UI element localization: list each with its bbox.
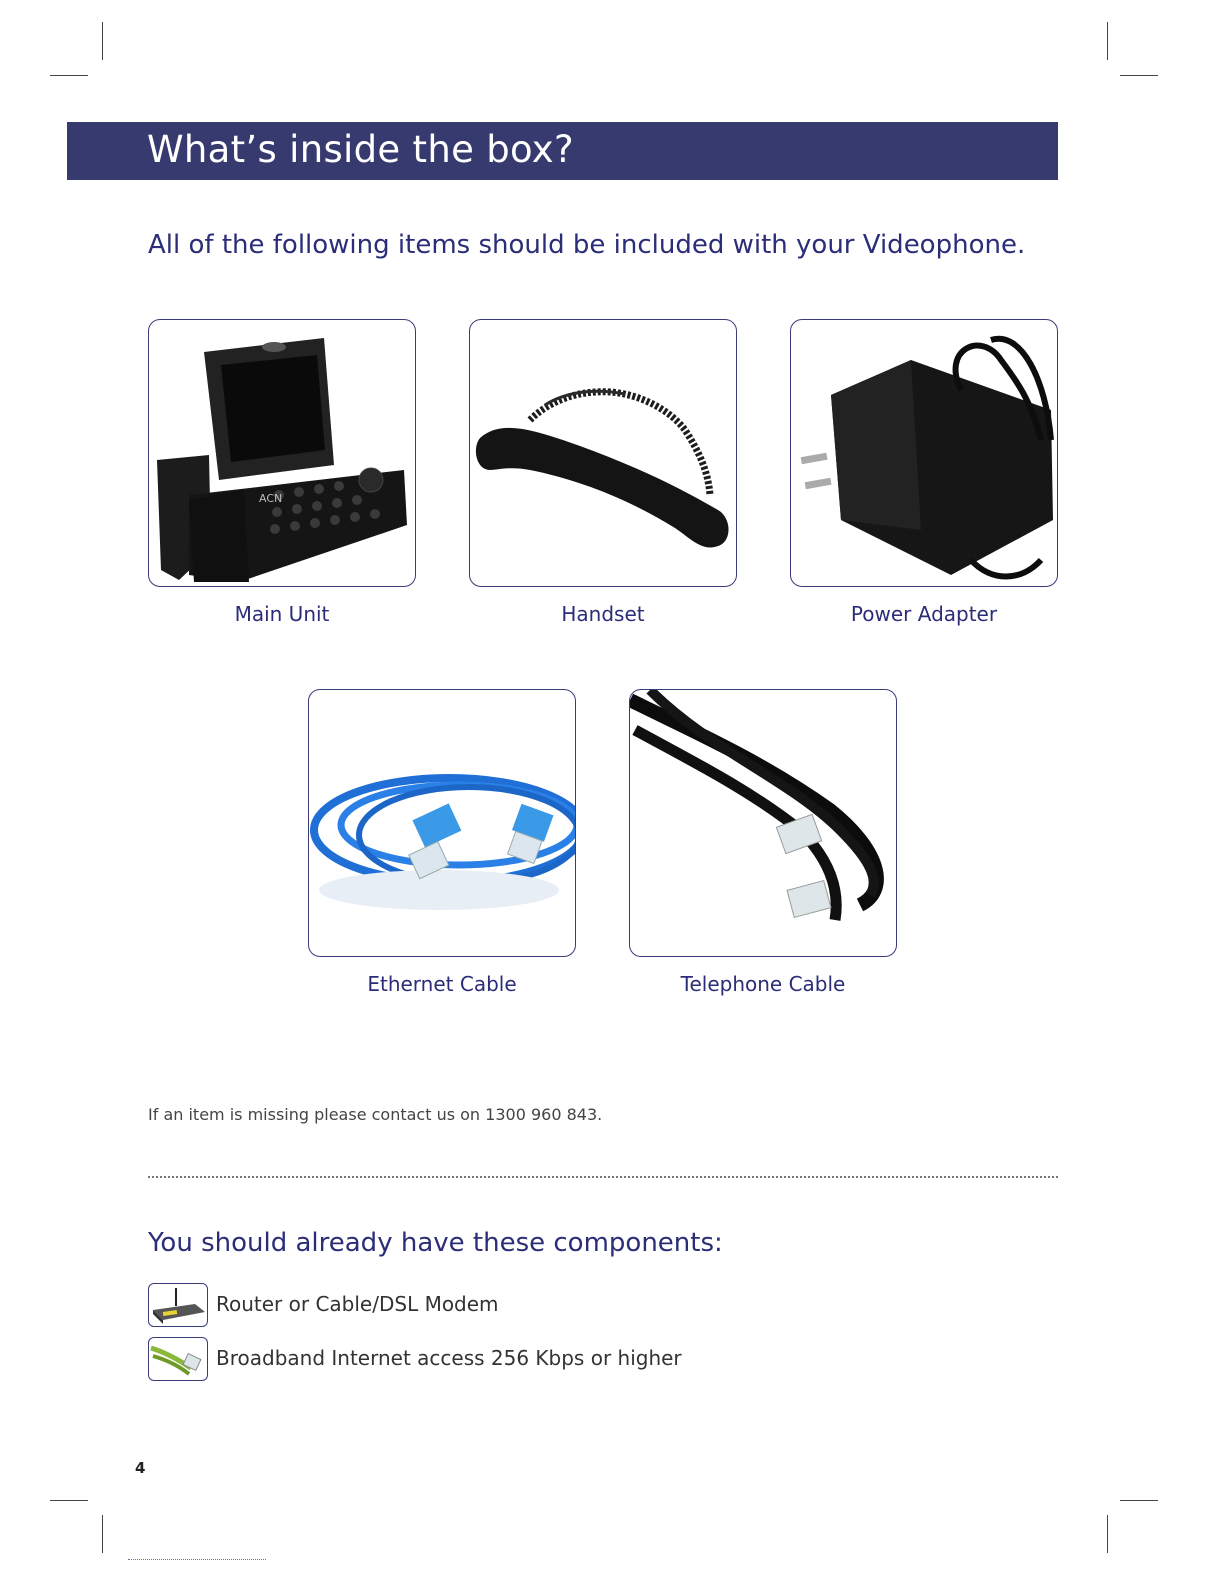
handset-image	[469, 319, 737, 587]
component-label: Router or Cable/DSL Modem	[216, 1292, 499, 1316]
ethernet-cable-image	[308, 689, 576, 957]
main-unit-label: Main Unit	[234, 602, 330, 626]
box-item-handset	[469, 319, 737, 626]
crop-mark	[50, 1500, 88, 1501]
crop-mark	[50, 75, 88, 76]
dotted-divider	[148, 1176, 1058, 1178]
page-title: What’s inside the box?	[147, 128, 574, 171]
telephone-cable-image	[629, 689, 897, 957]
handset-label: Handset	[561, 602, 645, 626]
section-header-bar	[67, 122, 1058, 180]
crop-mark	[102, 22, 103, 60]
missing-item-note: If an item is missing please contact us on 1300 960 843.	[148, 1105, 603, 1124]
power-adapter-label: Power Adapter	[850, 602, 998, 626]
svg-text:ACN: ACN	[259, 492, 283, 505]
bottom-dotted-line	[128, 1559, 266, 1560]
page-number: 4	[135, 1459, 146, 1477]
box-item-power-adapter	[790, 319, 1058, 626]
crop-mark	[102, 1515, 103, 1553]
telephone-cable-label: Telephone Cable	[680, 972, 846, 996]
box-item-telephone-cable	[629, 689, 897, 996]
components-heading: You should already have these components:	[148, 1228, 723, 1258]
router-icon	[148, 1283, 208, 1327]
crop-mark	[1120, 75, 1158, 76]
component-label: Broadband Internet access 256 Kbps or higher	[216, 1346, 682, 1370]
crop-mark	[1120, 1500, 1158, 1501]
power-adapter-image	[790, 319, 1058, 587]
box-item-main-unit	[148, 319, 416, 626]
ethernet-cable-label: Ethernet Cable	[367, 972, 517, 996]
broadband-cable-icon	[148, 1337, 208, 1381]
crop-mark	[1107, 1515, 1108, 1553]
main-unit-image	[148, 319, 416, 587]
intro-text: All of the following items should be included with your Videophone.	[148, 230, 1026, 260]
box-item-ethernet-cable	[308, 689, 576, 996]
crop-mark	[1107, 22, 1108, 60]
